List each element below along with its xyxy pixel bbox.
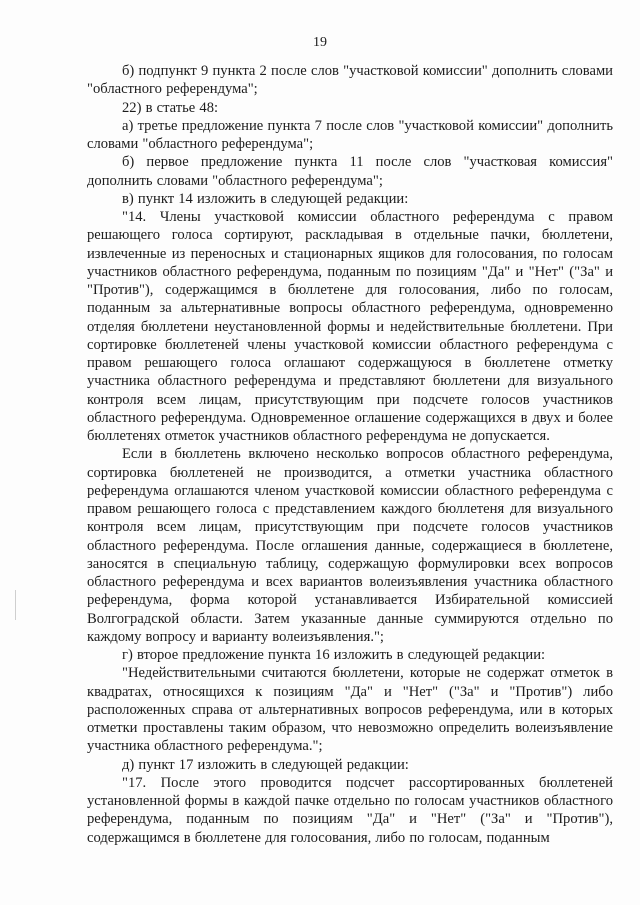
paragraph-amendment-b-item11: б) первое предложение пункта 11 после слов "участковая комиссия" дополнить словами "областного референдума"; [87, 154, 613, 189]
paragraph-article-48-heading: 22) в статье 48: [122, 99, 219, 116]
scan-edge-mark [15, 590, 16, 620]
paragraph-amendment-a-item7: а) третье предложение пункта 7 после слов "участковой комиссии" дополнить словами "областного референдума"; [87, 117, 613, 152]
paragraph-amendment-d-item17: д) пункт 17 изложить в следующей редакции: [122, 756, 409, 773]
paragraph-item16-text: "Недействительными считаются бюллетени, которые не содержат отметок в квадратах, относящихся к позициям "Да" и "Нет" ("За" и "Против") либо расположенных справа от альтернативных вопросов референдума, или в которых отметки проставлены таким образом, что невозможно определить волеизъявление участника областного референдума."; [87, 665, 613, 755]
page-number: 19 [313, 35, 327, 50]
paragraph-amendment-v-item14: в) пункт 14 изложить в следующей редакции: [122, 190, 409, 207]
paragraph-item17-text: "17. После этого проводится подсчет рассортированных бюллетеней установленной формы в каждой пачке отдельно по голосам участников областного референдума, поданным по позициям "Да" и "Нет" ("За" и "Против"), содержащимся в бюллетене для голосования, либо по голосам, поданным [87, 774, 613, 846]
document-body [87, 62, 613, 847]
paragraph-amendment-b-item9: б) подпункт 9 пункта 2 после слов "участковой комиссии" дополнить словами "областного референдума"; [87, 63, 613, 98]
paragraph-item14-text: "14. Члены участковой комиссии областного референдума с правом решающего голоса сортируют, раскладывая в отдельные пачки, бюллетени, извлеченные из переносных и стационарных ящиков для голосования, по голосам участников областного референдума, поданным по позициям "Да" и "Нет" ("За" и "Против"), содержащимся в бюллетене для голосования, либо по голосам, поданным за альтернативные вопросы областного референдума, одновременно отделяя бюллетени неустановленной формы и недействительные бюллетени. При сортировке бюллетеней члены участковой комиссии областного референдума с правом решающего голоса оглашают содержащуюся в бюллетене отметку участника областного референдума и представляют бюллетени для визуального контроля всем лицам, присутствующим при подсчете голосов участников областного референдума. Одновременное оглашение содержащихся в двух и более бюллетенях отметок участников областного референдума не допускается. [87, 209, 613, 444]
paragraph-item14-continued: Если в бюллетень включено несколько вопросов областного референдума, сортировка бюллетеней не производится, а отметки участника областного референдума оглашаются членом участковой комиссии областного референдума с правом решающего голоса с представлением каждого бюллетеня для визуального контроля всем лицам, присутствующим при подсчете голосов участников областного референдума. После оглашения данные, содержащиеся в бюллетене, заносятся в специальную таблицу, содержащую формулировки всех вопросов областного референдума и всех вариантов волеизъявления участника областного референдума, форма которой устанавливается Избирательной комиссией Волгоградской области. Затем указанные данные суммируются отдельно по каждому вопросу и варианту волеизъявления."; [87, 446, 613, 645]
paragraph-amendment-g-item16: г) второе предложение пункта 16 изложить в следующей редакции: [122, 647, 546, 663]
